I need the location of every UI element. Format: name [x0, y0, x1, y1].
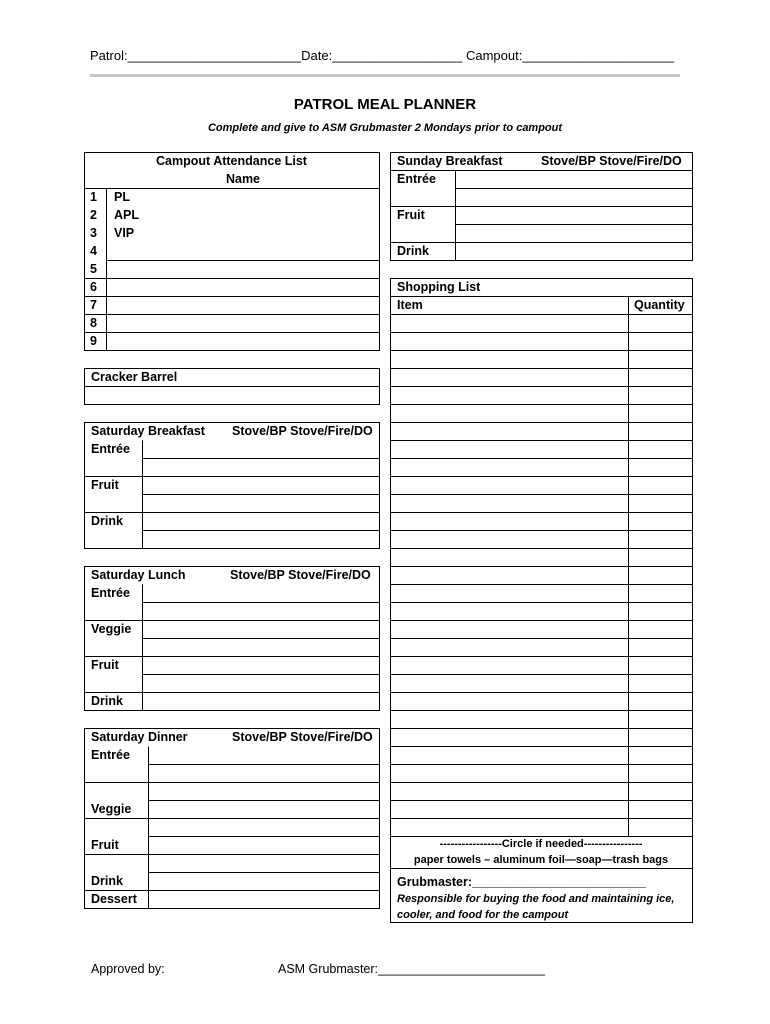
grubmaster-note: Responsible for buying the food and maintaining ice, cooler, and food for the campout: [397, 893, 675, 921]
attendance-row-number: 9: [90, 334, 97, 348]
attendance-name-field[interactable]: [114, 260, 376, 278]
asm-grubmaster-label: ASM Grubmaster:: [278, 962, 379, 976]
date-field[interactable]: __________________: [332, 48, 463, 63]
saturday-dinner-veggie-label: Veggie: [91, 802, 132, 816]
saturday-breakfast-drink-label: Drink: [91, 514, 123, 528]
attendance-row-number: 6: [90, 280, 97, 294]
attendance-row-number: 8: [90, 316, 97, 330]
campout-field[interactable]: _____________________: [522, 48, 675, 63]
page-subtitle: Complete and give to ASM Grubmaster 2 Mondays prior to campout: [207, 122, 563, 134]
shopping-list-border: [391, 279, 693, 923]
asm-grubmaster-field[interactable]: [278, 960, 545, 978]
saturday-breakfast-heading: Saturday Breakfast: [91, 424, 205, 438]
saturday-lunch-drink-label: Drink: [91, 694, 123, 708]
saturday-lunch-cooking[interactable]: Stove/BP Stove/Fire/DO: [230, 568, 371, 582]
sunday-breakfast-fruit-label: Fruit: [397, 208, 425, 222]
sunday-breakfast-cooking[interactable]: Stove/BP Stove/Fire/DO: [541, 154, 682, 168]
saturday-lunch-heading: Saturday Lunch: [91, 568, 186, 582]
approved-by-label: Approved by:: [91, 962, 165, 976]
saturday-lunch-entree-label: Entrée: [91, 586, 130, 600]
sunday-breakfast-heading: Sunday Breakfast: [397, 154, 503, 168]
shopping-quantity-header: Quantity: [634, 298, 685, 312]
supplies-options[interactable]: paper towels – aluminum foil—soap—trash bags: [413, 854, 669, 866]
shopping-list-heading: Shopping List: [397, 280, 481, 294]
attendance-name-header: Name: [225, 172, 261, 186]
attendance-row-number: 3: [90, 226, 97, 240]
circle-if-needed-note: -----------------Circle if needed----------------: [439, 838, 643, 850]
saturday-lunch-fruit-label: Fruit: [91, 658, 119, 672]
attendance-row-number: 4: [90, 244, 97, 258]
attendance-name-field[interactable]: [114, 296, 376, 314]
attendance-name-field[interactable]: [114, 332, 376, 350]
patrol-field[interactable]: ________________________: [127, 48, 302, 63]
saturday-lunch-veggie-label: Veggie: [91, 622, 132, 636]
grubmaster-line[interactable]: _________________________: [472, 875, 646, 889]
cracker-barrel-label: Cracker Barrel: [91, 370, 178, 384]
saturday-dinner-dessert-label: Dessert: [91, 892, 137, 906]
attendance-row-number: 1: [90, 190, 97, 204]
saturday-dinner-heading: Saturday Dinner: [91, 730, 188, 744]
sunday-breakfast-drink-label: Drink: [397, 244, 429, 258]
attendance-row-number: 5: [90, 262, 97, 276]
attendance-heading: Campout Attendance List: [156, 154, 307, 168]
attendance-name-field[interactable]: [114, 314, 376, 332]
saturday-breakfast-cooking[interactable]: Stove/BP Stove/Fire/DO: [232, 424, 373, 438]
saturday-breakfast-entree-label: Entrée: [91, 442, 130, 456]
attendance-name-field[interactable]: [114, 242, 376, 260]
campout-label: Campout:: [465, 48, 523, 63]
saturday-dinner-fruit-label: Fruit: [91, 838, 119, 852]
grubmaster-field[interactable]: [397, 873, 646, 891]
date-label: Date:: [301, 48, 333, 63]
saturday-breakfast-fruit-label: Fruit: [91, 478, 119, 492]
saturday-dinner-cooking[interactable]: Stove/BP Stove/Fire/DO: [232, 730, 373, 744]
saturday-dinner-entree-label: Entrée: [91, 748, 130, 762]
asm-grubmaster-line[interactable]: ________________________: [378, 962, 545, 976]
attendance-name-field[interactable]: [114, 278, 376, 296]
grubmaster-label: Grubmaster:: [397, 875, 473, 889]
attendance-name-field[interactable]: APL: [114, 208, 139, 222]
shopping-item-header: Item: [397, 298, 423, 312]
sunday-breakfast-entree-label: Entrée: [397, 172, 436, 186]
saturday-dinner-drink-label: Drink: [91, 874, 123, 888]
page-title: PATROL MEAL PLANNER: [293, 96, 477, 113]
attendance-row-number: 7: [90, 298, 97, 312]
attendance-row-number: 2: [90, 208, 97, 222]
attendance-name-field[interactable]: VIP: [114, 226, 135, 240]
cracker-barrel-field[interactable]: [85, 387, 379, 404]
patrol-label: Patrol:: [90, 48, 128, 63]
attendance-name-field[interactable]: PL: [114, 190, 130, 204]
